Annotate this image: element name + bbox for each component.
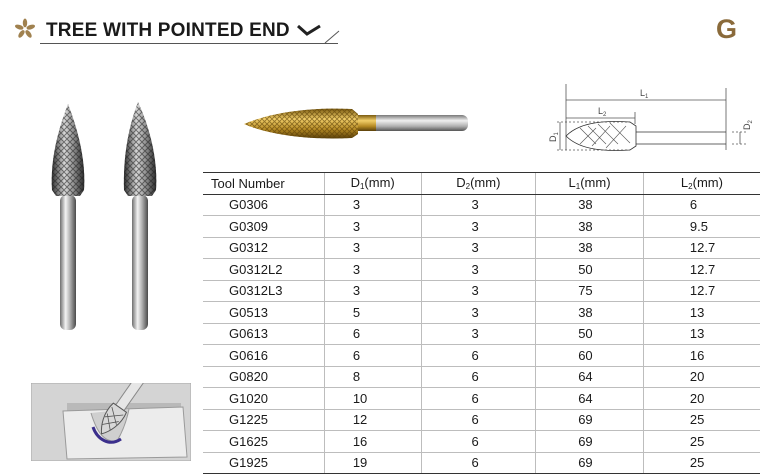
cell-l2: 6	[643, 194, 760, 216]
cell-l2: 25	[643, 452, 760, 474]
table-row	[203, 280, 760, 302]
application-illustration	[31, 383, 191, 461]
cell-tool: G0820	[203, 366, 324, 388]
table-row	[203, 259, 760, 281]
table-row	[203, 237, 760, 259]
cell-l2: 20	[643, 388, 760, 410]
cell-d1: 12	[324, 409, 421, 431]
cell-l1: 50	[536, 323, 644, 345]
cell-tool: G0312	[203, 237, 324, 259]
cell-l2: 16	[643, 345, 760, 367]
title-underline	[40, 43, 338, 44]
burr-left	[52, 104, 85, 330]
cell-tool: G0309	[203, 216, 324, 238]
flower-icon	[14, 18, 36, 40]
cell-tool: G0616	[203, 345, 324, 367]
cell-tool: G1625	[203, 431, 324, 453]
cell-d2: 6	[421, 345, 536, 367]
cell-d2: 6	[421, 366, 536, 388]
cell-d1: 6	[324, 345, 421, 367]
cell-l1: 38	[536, 302, 644, 324]
cell-tool: G0312L3	[203, 280, 324, 302]
table-row	[203, 323, 760, 345]
page-title: TREE WITH POINTED END	[46, 20, 290, 41]
cell-l2: 9.5	[643, 216, 760, 238]
cell-d2: 3	[421, 302, 536, 324]
table-row	[203, 431, 760, 453]
burr-photos	[40, 100, 170, 336]
category-code: G	[716, 14, 738, 44]
dimension-diagram	[540, 82, 762, 158]
table-row	[203, 302, 760, 324]
cell-l2: 25	[643, 431, 760, 453]
cell-d1: 8	[324, 366, 421, 388]
d1-label: $D_1$	[548, 132, 560, 142]
spec-table	[203, 172, 760, 474]
table-header-row	[203, 173, 760, 195]
cell-d2: 3	[421, 280, 536, 302]
l1-label: $L_1$	[640, 88, 649, 100]
col-l2: $L_2(mm)$	[643, 173, 760, 195]
col-d1: $D_1(mm)$	[324, 173, 421, 195]
cell-tool: G1020	[203, 388, 324, 410]
cell-l2: 12.7	[643, 237, 760, 259]
cell-d2: 3	[421, 237, 536, 259]
cell-d2: 6	[421, 452, 536, 474]
cell-d1: 19	[324, 452, 421, 474]
cell-d2: 3	[421, 323, 536, 345]
cell-l1: 38	[536, 216, 644, 238]
table-row	[203, 452, 760, 474]
cell-l2: 20	[643, 366, 760, 388]
cell-d2: 3	[421, 259, 536, 281]
cell-tool: G0306	[203, 194, 324, 216]
cell-d1: 3	[324, 216, 421, 238]
cell-d1: 16	[324, 431, 421, 453]
cell-d1: 5	[324, 302, 421, 324]
gold-burr-photo	[242, 104, 474, 144]
table-row	[203, 409, 760, 431]
cell-tool: G0312L2	[203, 259, 324, 281]
cell-l1: 69	[536, 431, 644, 453]
col-l1: $L_1(mm)$	[536, 173, 644, 195]
cell-d1: 3	[324, 280, 421, 302]
cell-l1: 38	[536, 237, 644, 259]
cell-l1: 64	[536, 366, 644, 388]
cell-l1: 60	[536, 345, 644, 367]
cell-l1: 38	[536, 194, 644, 216]
cell-l1: 50	[536, 259, 644, 281]
l2-label: $L_2$	[598, 106, 607, 118]
cell-tool: G1925	[203, 452, 324, 474]
cell-l2: 13	[643, 323, 760, 345]
cell-d1: 3	[324, 194, 421, 216]
chevron-down-icon	[296, 24, 322, 38]
cell-d2: 3	[421, 216, 536, 238]
burr-right	[124, 102, 156, 330]
cell-tool: G0613	[203, 323, 324, 345]
cell-d1: 6	[324, 323, 421, 345]
table-row	[203, 216, 760, 238]
cell-d1: 3	[324, 237, 421, 259]
page-header	[0, 0, 768, 48]
cell-l1: 64	[536, 388, 644, 410]
cell-l1: 69	[536, 409, 644, 431]
col-d2: $D_2(mm)$	[421, 173, 536, 195]
cell-d1: 10	[324, 388, 421, 410]
cell-tool: G0513	[203, 302, 324, 324]
col-tool-number: Tool Number	[203, 173, 324, 195]
d2-label: $D_2$	[742, 120, 754, 130]
cell-l2: 12.7	[643, 280, 760, 302]
title-underline-end	[323, 30, 341, 46]
cell-d2: 3	[421, 194, 536, 216]
cell-l2: 13	[643, 302, 760, 324]
table-row	[203, 194, 760, 216]
cell-l1: 69	[536, 452, 644, 474]
cell-d2: 6	[421, 388, 536, 410]
table-row	[203, 388, 760, 410]
table-row	[203, 366, 760, 388]
cell-d2: 6	[421, 431, 536, 453]
cell-l2: 12.7	[643, 259, 760, 281]
cell-tool: G1225	[203, 409, 324, 431]
cell-l1: 75	[536, 280, 644, 302]
cell-d1: 3	[324, 259, 421, 281]
table-row	[203, 345, 760, 367]
cell-l2: 25	[643, 409, 760, 431]
cell-d2: 6	[421, 409, 536, 431]
